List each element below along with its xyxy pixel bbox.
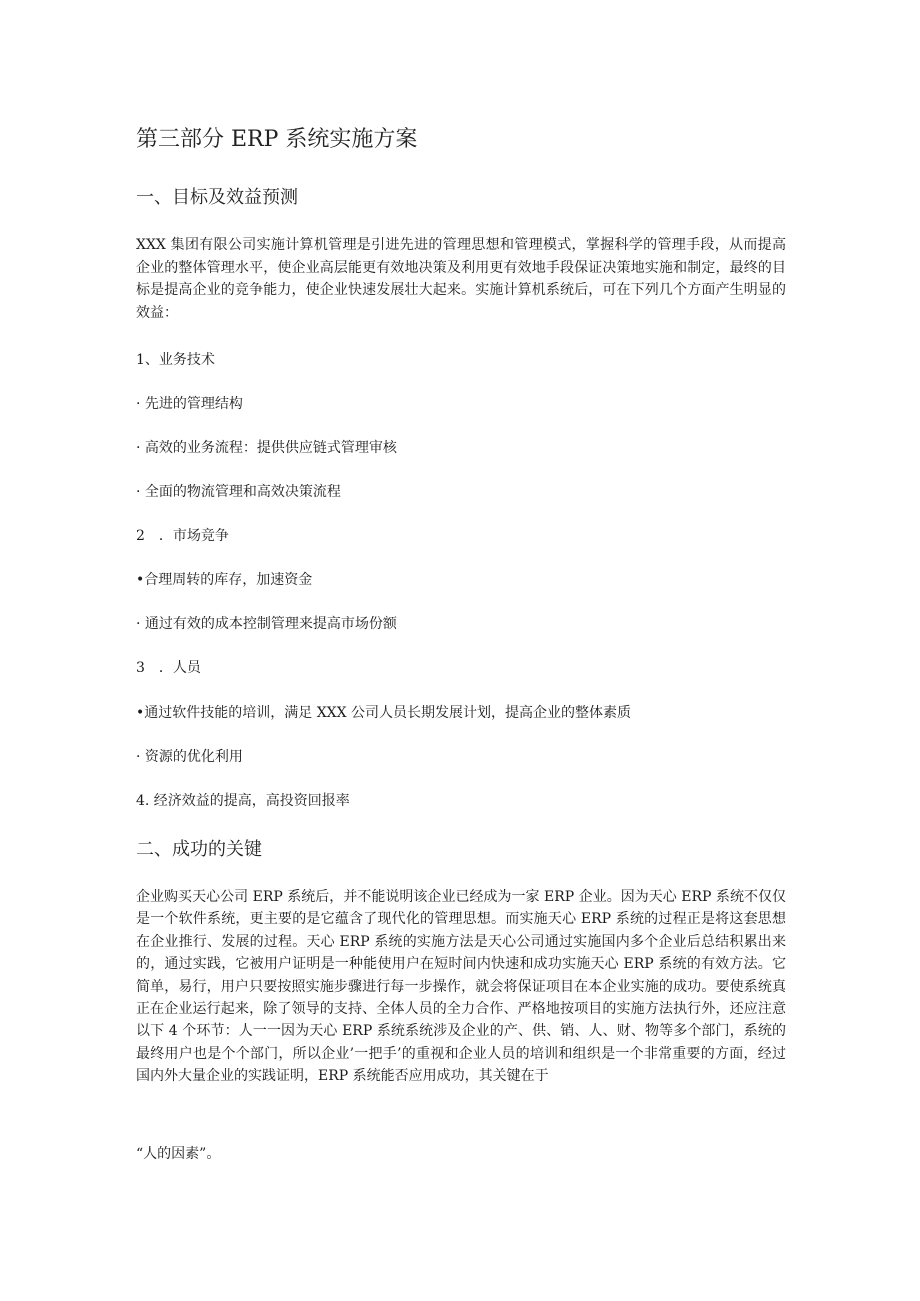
intro-paragraph: XXX 集团有限公司实施计算机管理是引进先进的管理思想和管理模式，掌握科学的管理手段，从而提高企业的整体管理水平，使企业高层能更有效地决策及利用更有效地手段保证决策地实施和制定，最终的目标是提高企业的竞争能力，使企业快速发展壮大起来。实施计算机系统后，可在下列几个方面产生明显的效益： [136, 237, 786, 321]
list-item: •合理周转的库存，加速资金 [136, 572, 313, 588]
closing-line: “人的因素”。 [136, 1146, 221, 1162]
list-item: · 资源的优化利用 [136, 749, 243, 765]
document-title: 第三部分 ERP 系统实施方案 [136, 127, 418, 152]
list-item: 1、业务技术 [136, 352, 215, 368]
list-item: · 通过有效的成本控制管理来提高市场份额 [136, 616, 397, 632]
section-heading-success-keys: 二、成功的关键 [136, 839, 262, 860]
list-item: •通过软件技能的培训，满足 XXX 公司人员长期发展计划，提高企业的整体素质 [136, 705, 632, 721]
success-paragraph: 企业购买天心公司 ERP 系统后，并不能说明该企业已经成为一家 ERP 企业。因为天心 ERP 系统不仅仅是一个软件系统，更主要的是它蕴含了现代化的管理思想。而实施天心 ERP 系统的过程正是将这套思想在企业推行、发展的过程。天心 ERP 系统的实施方法是天心公司通过实施国内多个企业后总结积累出来的，通过实践，它被用户证明是一种能使用户在短时间内快速和成功实施天心 ERP 系统的有效方法。它简单，易行，用户只要按照实施步骤进行每一步操作，就会将保证项目在本企业实施的成功。要使系统真正在企业运行起来，除了领导的支持、全体人员的全力合作、严格地按项目的实施方法执行外，还应注意以下 4 个环节：人一一因为天心 ERP 系统系统涉及企业的产、供、销、人、财、物等多个部门，系统的最终用户也是个个部门，所以企业’一把手’的重视和企业人员的培训和组织是一个非常重要的方面，经过国内外大量企业的实践证明，ERP 系统能否应用成功，其关键在于 [136, 889, 786, 1085]
list-item: 4. 经济效益的提高，高投资回报率 [136, 793, 350, 809]
list-item: 2 ．市场竞争 [136, 528, 229, 544]
list-item: · 高效的业务流程：提供供应链式管理审核 [136, 440, 397, 456]
list-item: · 全面的物流管理和高效决策流程 [136, 484, 341, 500]
list-item: · 先进的管理结构 [136, 396, 243, 412]
list-item: 3 ．人员 [136, 660, 201, 676]
section-heading-goals: 一、目标及效益预测 [136, 187, 298, 208]
